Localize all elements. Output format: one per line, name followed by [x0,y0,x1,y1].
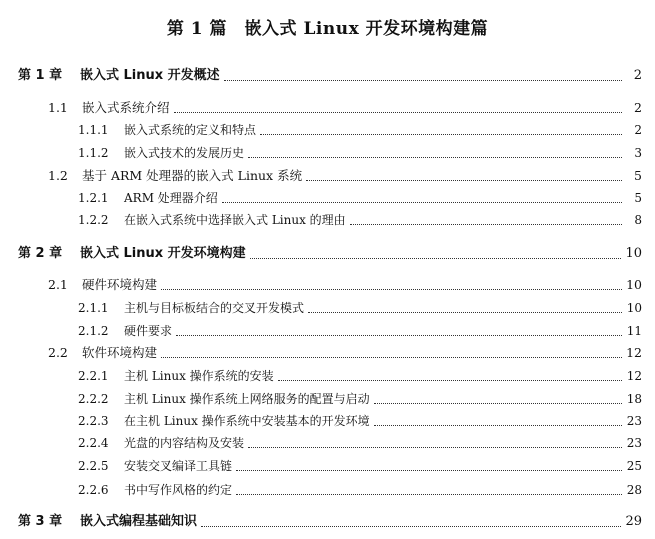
toc-page-number: 10 [625,246,642,261]
toc-section-row [48,275,642,295]
toc-title: 光盘的内容结构及安装 [124,436,245,450]
toc-page-number: 12 [626,369,642,383]
toc-subsection-row [78,480,642,500]
toc-number: 2.2.1 [78,369,109,383]
dot-leader [236,494,622,495]
toc-subsection-row [78,188,642,208]
toc-number: 2.1.1 [78,301,109,315]
toc-number: 2.2.6 [78,483,109,497]
dot-leader [201,526,621,527]
toc-page-number: 3 [634,146,642,160]
toc-title: 基于 ARM 处理器的嵌入式 Linux 系统 [82,168,303,183]
toc-title: 主机 Linux 操作系统的安装 [124,369,274,383]
toc-page-number: 10 [626,301,642,315]
toc-title: 嵌入式系统的定义和特点 [124,123,257,137]
toc-page-number: 2 [633,68,642,83]
toc-chapter-row [18,244,642,264]
toc-page-number: 11 [626,324,642,338]
toc-section-row [48,98,642,118]
dot-leader [248,157,622,158]
toc-chapter-row [18,512,642,532]
toc-section-row [48,166,642,186]
dot-leader [248,447,622,448]
toc-subsection-row [78,298,642,318]
dot-leader [308,312,622,313]
toc-page-number: 18 [626,392,642,406]
toc-page-number: 28 [626,483,642,497]
toc-page-number: 5 [634,191,642,205]
toc-title: 硬件环境构建 [82,277,158,292]
toc-page-number: 29 [625,514,642,529]
dot-leader [250,258,622,259]
dot-leader [374,425,622,426]
toc-title: ARM 处理器介绍 [124,191,218,205]
dot-leader [222,202,622,203]
toc-number: 第 2 章 [18,246,63,261]
toc-number: 第 1 章 [18,68,63,83]
dot-leader [176,335,622,336]
dot-leader [260,134,622,135]
toc-subsection-row [78,120,642,140]
toc-subsection-row [78,456,642,476]
toc-page-number: 8 [634,213,642,227]
toc-title: 安装交叉编译工具链 [124,459,233,473]
dot-leader [306,180,622,181]
toc-title: 嵌入式系统介绍 [82,100,170,115]
toc-number: 2.2.3 [78,414,109,428]
toc-number: 2.1.2 [78,324,109,338]
toc-page-number: 25 [626,459,642,473]
toc-title: 在主机 Linux 操作系统中安装基本的开发环境 [124,414,370,428]
toc-title: 书中写作风格的约定 [124,483,233,497]
toc-number: 2.2.5 [78,459,109,473]
toc-subsection-row [78,366,642,386]
toc-section-row [48,343,642,363]
dot-leader [374,403,622,404]
toc-number: 1.2.1 [78,191,109,205]
dot-leader [224,80,622,81]
toc-chapter-row [18,66,642,86]
toc-subsection-row [78,411,642,431]
toc-page-number: 2 [634,123,642,137]
dot-leader [350,224,622,225]
toc-number: 2.2.4 [78,436,109,450]
toc-page-number: 12 [626,345,642,360]
toc-title: 主机与目标板结合的交叉开发模式 [124,301,305,315]
toc-title: 在嵌入式系统中选择嵌入式 Linux 的理由 [124,213,346,227]
toc-number: 第 3 章 [18,514,63,529]
part-title: 第 1 篇 嵌入式 Linux 开发环境构建篇 [166,19,489,39]
toc-subsection-row [78,389,642,409]
toc-title: 嵌入式 Linux 开发环境构建 [80,246,246,261]
toc-subsection-row [78,143,642,163]
toc-number: 2.2 [48,345,68,360]
toc-title: 嵌入式技术的发展历史 [124,146,245,160]
toc-number: 1.1.1 [78,123,109,137]
toc-title: 嵌入式 Linux 开发概述 [80,68,220,83]
toc-page-number: 2 [634,100,642,115]
toc-number: 1.1 [48,100,68,115]
toc-page-number: 10 [626,277,642,292]
toc-page-number: 5 [634,168,642,183]
toc-number: 2.2.2 [78,392,109,406]
toc-number: 1.2.2 [78,213,109,227]
toc-subsection-row [78,433,642,453]
dot-leader [236,470,622,471]
toc-subsection-row [78,210,642,230]
toc-number: 1.1.2 [78,146,109,160]
toc-number: 1.2 [48,168,68,183]
dot-leader [174,112,622,113]
toc-title: 软件环境构建 [82,345,158,360]
toc-title: 硬件要求 [124,324,173,338]
dot-leader [161,289,622,290]
toc-page-number: 23 [626,436,642,450]
toc-number: 2.1 [48,277,68,292]
toc-title: 主机 Linux 操作系统上网络服务的配置与启动 [124,392,370,406]
dot-leader [161,357,622,358]
dot-leader [278,380,622,381]
toc-subsection-row [78,321,642,341]
toc-title: 嵌入式编程基础知识 [80,514,198,529]
toc-page-number: 23 [626,414,642,428]
